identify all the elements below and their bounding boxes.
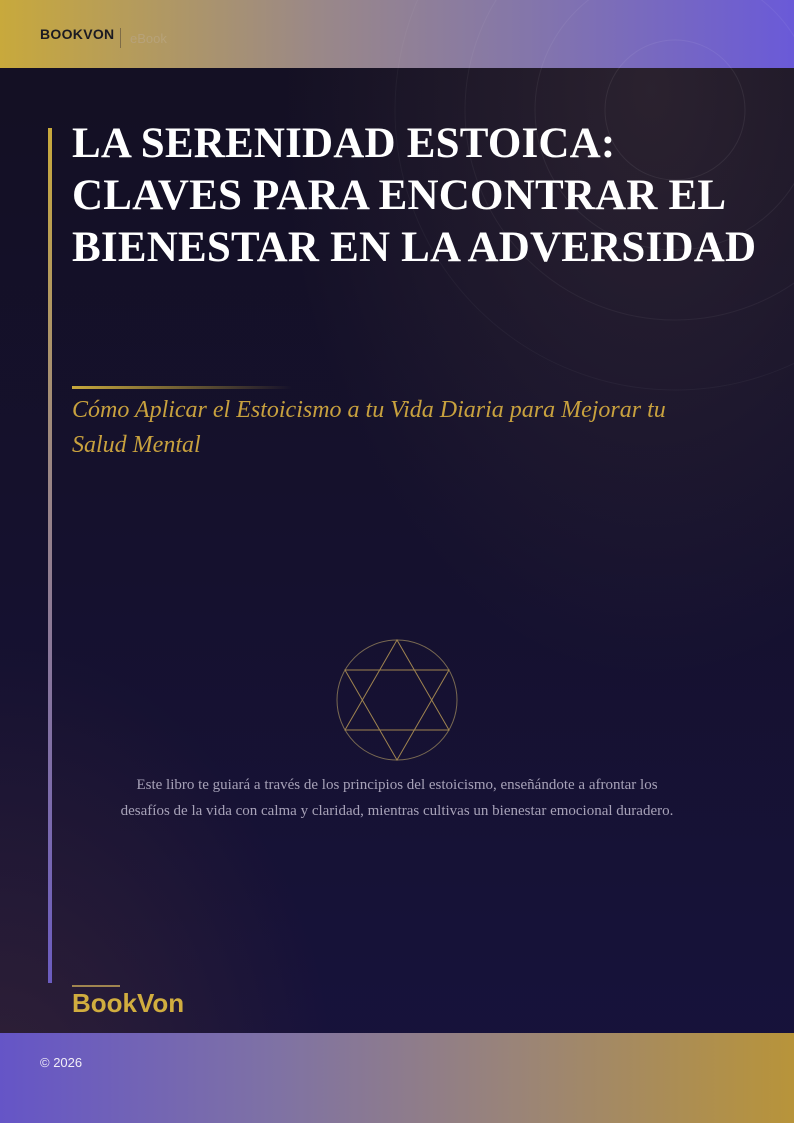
hexagram-in-circle-icon — [140, 630, 660, 770]
brand-name: BOOKVON — [40, 26, 115, 42]
logo-line — [72, 985, 120, 987]
accent-bar — [48, 128, 52, 983]
brand-label: eBook — [130, 31, 167, 46]
brand-divider — [120, 28, 121, 48]
book-title: LA SERENIDAD ESTOICA: CLAVES PARA ENCONTRAR EL BIENESTAR EN LA ADVERSIDAD — [72, 120, 757, 271]
footer-band — [0, 1033, 794, 1123]
copyright-text: © 2026 — [40, 1055, 83, 1070]
book-description: Este libro te guiará a través de los principios del estoicismo, enseñándote a afrontar los desafíos de la vida con calma y claridad, mientras cultivas un bienestar emocional duradero. — [120, 777, 674, 819]
publisher-logo: BookVon — [72, 988, 185, 1018]
book-subtitle: Cómo Aplicar el Estoicismo a tu Vida Diaria para Mejorar tu Salud Mental — [72, 397, 666, 458]
title-underline — [72, 386, 292, 389]
